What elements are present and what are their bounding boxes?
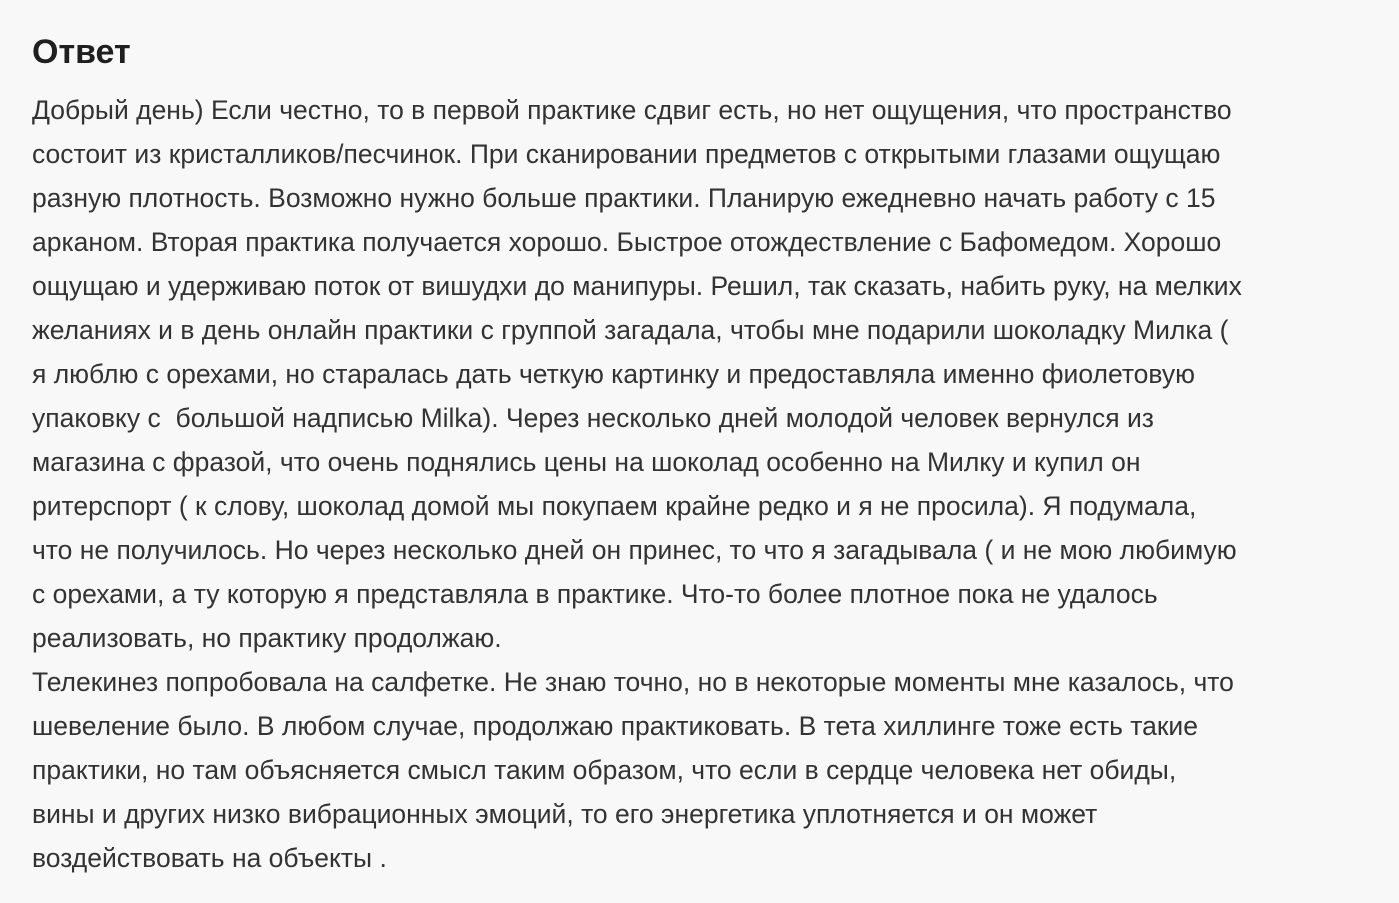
answer-text-line: разную плотность. Возможно нужно больше практики. Планирую ежедневно начать работу с 15	[32, 183, 1216, 213]
answer-text-line: шевеление было. В любом случае, продолжаю практиковать. В тета хиллинге тоже есть такие	[32, 711, 1198, 741]
answer-text-line: арканом. Вторая практика получается хорошо. Быстрое отождествление с Бафомедом. Хорошо	[32, 227, 1222, 257]
answer-text-line: реализовать, но практику продолжаю.	[32, 623, 502, 653]
answer-text-line: воздействовать на объекты .	[32, 843, 387, 873]
answer-text-line: упаковку с большой надписью Milka). Через несколько дней молодой человек вернулся из	[32, 403, 1154, 433]
answer-text-line: ощущаю и удерживаю поток от вишудхи до манипуры. Решил, так сказать, набить руку, на мелких	[32, 271, 1242, 301]
answer-text-line: Добрый день) Если честно, то в первой практике сдвиг есть, но нет ощущения, что пространство	[32, 95, 1232, 125]
answer-text-line: Телекинез попробовала на салфетке. Не знаю точно, но в некоторые моменты мне казалось, что	[32, 667, 1234, 697]
answer-text	[32, 88, 1371, 880]
answer-text-line: ритерспорт ( к слову, шоколад домой мы покупаем крайне редко и я не просила). Я подумала,	[32, 491, 1197, 521]
answer-text-line: желаниях и в день онлайн практики с группой загадала, чтобы мне подарили шоколадку Милка (	[32, 315, 1229, 345]
answer-title: Ответ	[32, 33, 131, 71]
answer-text-line: состоит из кристалликов/песчинок. При сканировании предметов с открытыми глазами ощущаю	[32, 139, 1221, 169]
answer-text-line: с орехами, а ту которую я представляла в практике. Что-то более плотное пока не удалось	[32, 579, 1158, 609]
answer-text-line: вины и других низко вибрационных эмоций, то его энергетика уплотняется и он может	[32, 799, 1098, 829]
answer-text-line: магазина с фразой, что очень поднялись цены на шоколад особенно на Милку и купил он	[32, 447, 1141, 477]
answer-text-line: я люблю с орехами, но старалась дать четкую картинку и предоставляла именно фиолетовую	[32, 359, 1196, 389]
answer-text-line: что не получилось. Но через несколько дней он принес, то что я загадывала ( и не мою любимую	[32, 535, 1237, 565]
answer-text-line: практики, но там объясняется смысл таким образом, что если в сердце человека нет обиды,	[32, 755, 1177, 785]
